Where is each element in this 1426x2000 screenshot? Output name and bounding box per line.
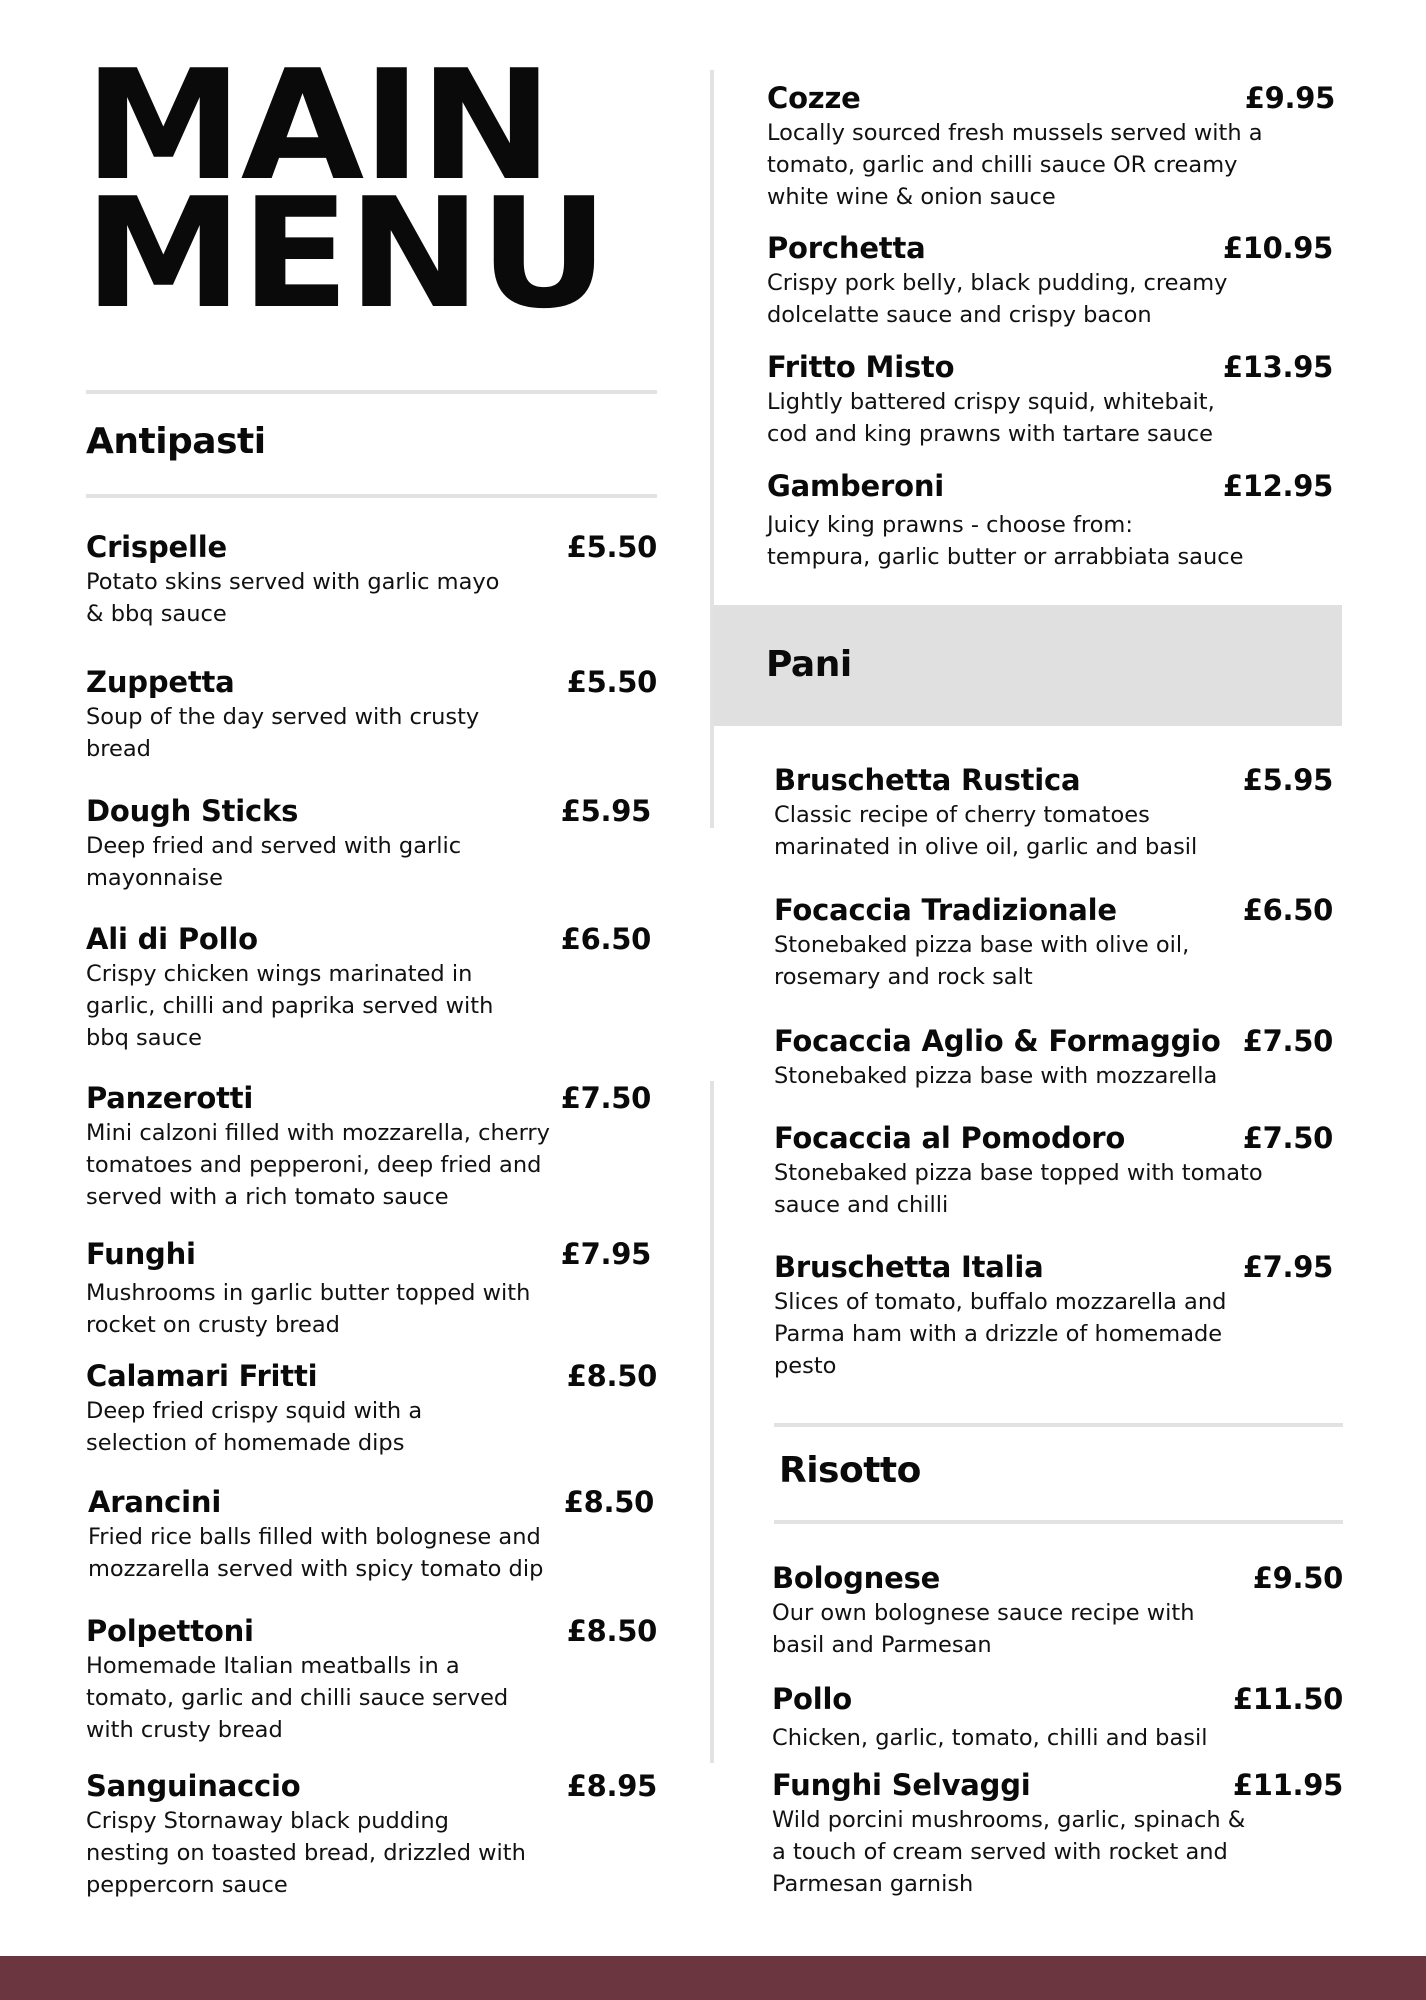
item-name: Pollo bbox=[772, 1682, 852, 1716]
item-name: Porchetta bbox=[767, 231, 926, 265]
item-price: £8.50 bbox=[566, 1614, 657, 1648]
column-divider bbox=[710, 1081, 714, 1763]
title-line-1: MAIN bbox=[84, 37, 551, 214]
item-price: £8.50 bbox=[566, 1359, 657, 1393]
item-price: £7.50 bbox=[560, 1081, 651, 1115]
item-name: Bruschetta Rustica bbox=[774, 763, 1081, 797]
menu-item bbox=[88, 1483, 654, 1585]
section-heading-risotto: Risotto bbox=[779, 1450, 921, 1491]
item-name: Focaccia Tradizionale bbox=[774, 893, 1117, 927]
item-price: £12.95 bbox=[1222, 469, 1333, 503]
item-description: Stonebaked pizza base topped with tomato sauce and chilli bbox=[774, 1160, 1263, 1218]
item-description: Crispy chicken wings marinated in garlic, chilli and paprika served with bbq sauce bbox=[86, 961, 494, 1051]
item-description: Juicy king prawns - choose from: tempura, garlic butter or arrabbiata sauce bbox=[767, 512, 1244, 570]
item-name: Focaccia al Pomodoro bbox=[774, 1121, 1126, 1155]
menu-item bbox=[774, 1022, 1333, 1092]
item-name: Ali di Pollo bbox=[86, 922, 258, 956]
item-price: £7.95 bbox=[1242, 1250, 1333, 1284]
menu-item bbox=[86, 528, 657, 630]
section-heading-pani: Pani bbox=[766, 644, 852, 685]
page-title bbox=[84, 37, 607, 342]
item-price: £8.95 bbox=[566, 1769, 657, 1803]
item-description: Fried rice balls filled with bolognese and mozzarella served with spicy tomato dip bbox=[88, 1524, 544, 1582]
item-name: Polpettoni bbox=[86, 1614, 254, 1648]
item-description: Slices of tomato, buffalo mozzarella and Parma ham with a drizzle of homemade pesto bbox=[774, 1289, 1227, 1379]
menu-item bbox=[86, 663, 657, 765]
item-price: £5.50 bbox=[566, 665, 657, 699]
item-name: Dough Sticks bbox=[86, 794, 299, 828]
menu-item bbox=[774, 891, 1333, 993]
item-price: £11.50 bbox=[1232, 1682, 1343, 1716]
item-description: Potato skins served with garlic mayo & bbq sauce bbox=[86, 569, 500, 627]
item-price: £6.50 bbox=[560, 922, 651, 956]
item-description: Deep fried crispy squid with a selection of homemade dips bbox=[86, 1398, 423, 1456]
menu-item bbox=[767, 79, 1335, 213]
menu-item bbox=[772, 1766, 1343, 1900]
item-description: Locally sourced fresh mussels served with a tomato, garlic and chilli sauce OR creamy white wine & onion sauce bbox=[767, 120, 1263, 210]
menu-item bbox=[86, 792, 651, 894]
item-description: Our own bolognese sauce recipe with basil and Parmesan bbox=[772, 1600, 1195, 1658]
item-price: £5.95 bbox=[1242, 763, 1333, 797]
item-name: Funghi bbox=[86, 1237, 196, 1271]
item-name: Bolognese bbox=[772, 1561, 941, 1595]
item-name: Focaccia Aglio & Formaggio bbox=[774, 1024, 1221, 1058]
menu-item bbox=[767, 229, 1333, 331]
item-description: Classic recipe of cherry tomatoes marinated in olive oil, garlic and basil bbox=[774, 802, 1198, 860]
item-price: £9.50 bbox=[1252, 1561, 1343, 1595]
menu-item bbox=[774, 761, 1333, 863]
item-name: Bruschetta Italia bbox=[774, 1250, 1044, 1284]
item-name: Zuppetta bbox=[86, 665, 235, 699]
menu-item bbox=[86, 1612, 657, 1746]
item-description: Stonebaked pizza base with olive oil, rosemary and rock salt bbox=[774, 932, 1190, 990]
item-name: Panzerotti bbox=[86, 1081, 254, 1115]
item-price: £10.95 bbox=[1222, 231, 1333, 265]
item-name: Cozze bbox=[767, 81, 861, 115]
item-description: Crispy Stornaway black pudding nesting on toasted bread, drizzled with peppercorn sauce bbox=[86, 1808, 526, 1898]
menu-item bbox=[86, 1357, 657, 1459]
item-price: £5.95 bbox=[560, 794, 651, 828]
item-price: £5.50 bbox=[566, 530, 657, 564]
item-price: £6.50 bbox=[1242, 893, 1333, 927]
item-description: Mini calzoni filled with mozzarella, cherry tomatoes and pepperoni, deep fried and served with a rich tomato sauce bbox=[86, 1120, 550, 1210]
item-description: Mushrooms in garlic butter topped with rocket on crusty bread bbox=[86, 1280, 531, 1338]
item-description: Lightly battered crispy squid, whitebait, cod and king prawns with tartare sauce bbox=[767, 389, 1215, 447]
item-price: £13.95 bbox=[1222, 350, 1333, 384]
menu-item bbox=[767, 348, 1333, 450]
footer-band bbox=[0, 1956, 1426, 2000]
menu-item bbox=[772, 1680, 1343, 1754]
item-price: £7.50 bbox=[1242, 1121, 1333, 1155]
divider bbox=[774, 1423, 1343, 1427]
title-line-2: MENU bbox=[84, 165, 607, 342]
item-description: Homemade Italian meatballs in a tomato, garlic and chilli sauce served with crusty bread bbox=[86, 1653, 509, 1743]
divider bbox=[86, 494, 657, 498]
item-name: Arancini bbox=[88, 1485, 222, 1519]
section-heading-antipasti: Antipasti bbox=[86, 421, 266, 462]
item-name: Calamari Fritti bbox=[86, 1359, 318, 1393]
divider bbox=[774, 1520, 1343, 1524]
item-description: Crispy pork belly, black pudding, creamy dolcelatte sauce and crispy bacon bbox=[767, 270, 1228, 328]
item-description: Chicken, garlic, tomato, chilli and basil bbox=[772, 1725, 1208, 1751]
menu-item bbox=[767, 467, 1333, 573]
item-name: Gamberoni bbox=[767, 469, 945, 503]
divider bbox=[86, 390, 657, 394]
menu-item bbox=[86, 1767, 657, 1901]
item-price: £9.95 bbox=[1244, 81, 1335, 115]
item-price: £8.50 bbox=[563, 1485, 654, 1519]
menu-item bbox=[774, 1248, 1333, 1382]
item-name: Funghi Selvaggi bbox=[772, 1768, 1031, 1802]
menu-item bbox=[774, 1119, 1333, 1221]
menu-item bbox=[86, 920, 651, 1054]
item-name: Crispelle bbox=[86, 530, 227, 564]
item-name: Sanguinaccio bbox=[86, 1769, 301, 1803]
menu-item bbox=[86, 1235, 651, 1341]
item-price: £11.95 bbox=[1232, 1768, 1343, 1802]
item-description: Soup of the day served with crusty bread bbox=[86, 704, 480, 762]
item-name: Fritto Misto bbox=[767, 350, 955, 384]
menu-item bbox=[86, 1079, 651, 1213]
item-price: £7.50 bbox=[1242, 1024, 1333, 1058]
item-description: Stonebaked pizza base with mozzarella bbox=[774, 1063, 1218, 1089]
item-description: Deep fried and served with garlic mayonnaise bbox=[86, 833, 462, 891]
menu-item bbox=[772, 1559, 1343, 1661]
item-price: £7.95 bbox=[560, 1237, 651, 1271]
item-description: Wild porcini mushrooms, garlic, spinach & a touch of cream served with rocket and Parmesan garnish bbox=[772, 1807, 1246, 1897]
